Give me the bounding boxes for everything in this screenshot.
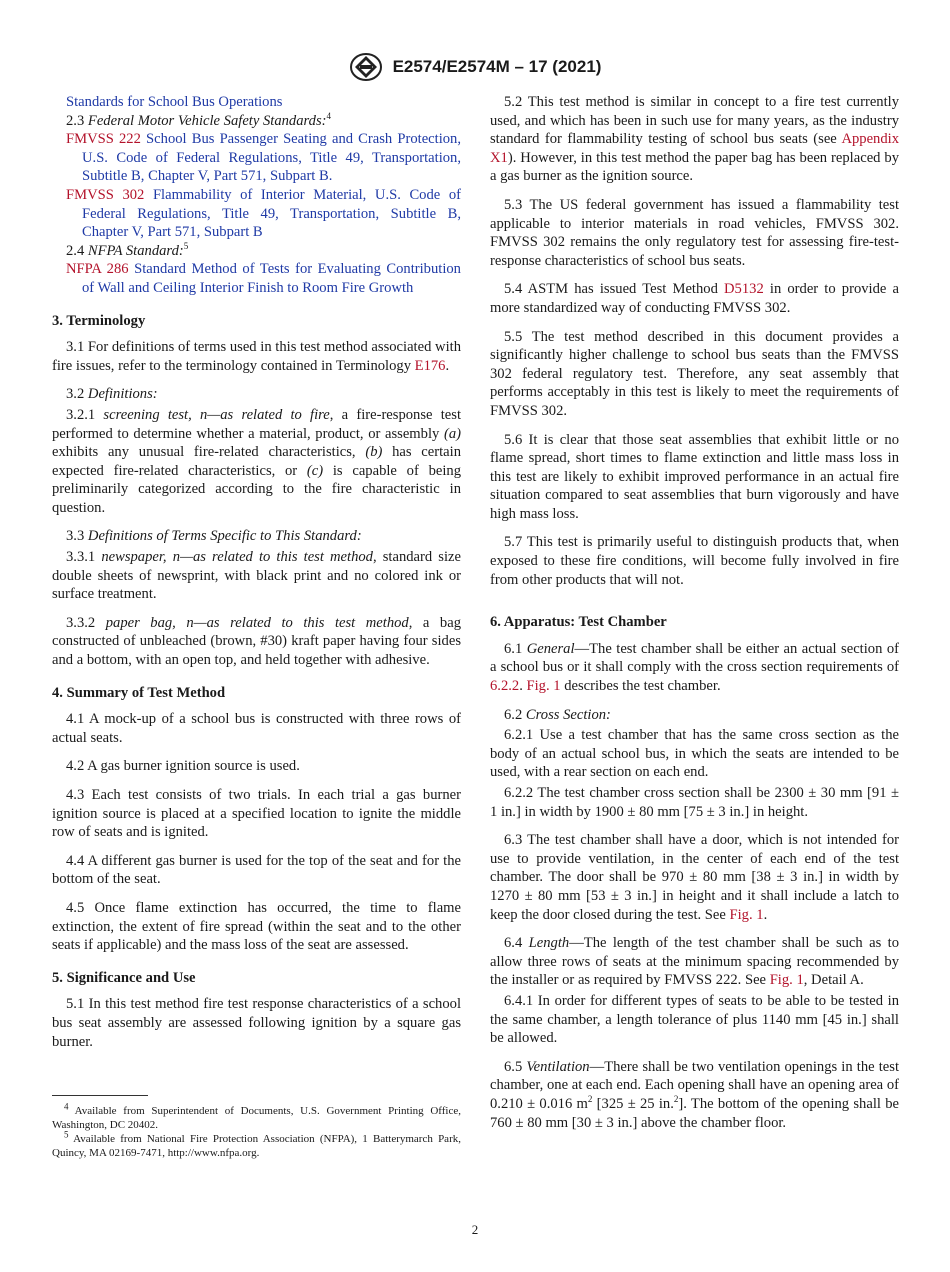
para-6-4: 6.4 Length—The length of the test chamber shall be such as to allow three rows of seats at the minimum spacing recommended by the installer or as required by FMVSS 222. See Fig. 1, Detail A. bbox=[490, 935, 899, 989]
footnote-4: $^4$ Available from Superintendent of Documents, U.S. Government Printing Office, Washington, DC 20402. bbox=[52, 1101, 461, 1131]
para-3-2: 3.2 Definitions: bbox=[66, 386, 158, 403]
footnotes bbox=[52, 1095, 461, 1160]
footnote-divider bbox=[52, 1095, 148, 1096]
para-5-2: 5.2 This test method is similar in concept to a fire test currently used, and which has been in such use for many years, as the industry standard for flammability testing of school bus seats (see Appendix X1). However, in this test method the paper bag has been replaced by a gas burner as the ignition source. bbox=[490, 94, 899, 185]
para-6-2-2: 6.2.2 The test chamber cross section shall be 2300 ± 30 mm [91 ± 1 in.] in width by 1900 ± 80 mm [75 ± 3 in.] in height. bbox=[490, 785, 899, 820]
section-2-4: 2.4 NFPA Standard:$^5$ bbox=[66, 240, 189, 259]
footnote-5: $^5$ Available from National Fire Protection Association (NFPA), 1 Batterymarch Park, Quincy, MA 02169-7471, http://www.nfpa.org. bbox=[52, 1129, 461, 1159]
heading-terminology: 3. Terminology bbox=[52, 312, 146, 329]
para-3-2-1: 3.2.1 screening test, n—as related to fire, a fire-response test performed to determine whether a material, product, or assembly (a) exhibits any unusual fire-related characteristics, (b) has certain expected fire-related characteristics, or (c) is capable of being preliminarily categorized according to the fire characteristic in question. bbox=[52, 406, 461, 516]
left-column bbox=[52, 93, 461, 1061]
document-id: E2574/E2574M – 17 (2021) bbox=[392, 57, 602, 76]
section-2-3: 2.3 Federal Motor Vehicle Safety Standards:$^4$ bbox=[66, 110, 331, 129]
heading-apparatus: 6. Apparatus: Test Chamber bbox=[490, 614, 667, 631]
link-nfpa-286[interactable]: NFPA 286 bbox=[66, 261, 129, 278]
para-5-5: 5.5 The test method described in this document provides a significantly higher challenge to school bus seats than the FMVSS 302 federal regulatory test. Therefore, any seat assembly that performs acceptably in this test is likely to meet the requirements of FMVSS 302. bbox=[490, 328, 899, 419]
link-fig-1[interactable]: Fig. 1 bbox=[769, 972, 804, 989]
para-4-3: 4.3 Each test consists of two trials. In each trial a gas burner ignition source is placed at a specified location to ignite the middle row of seats and is ignited. bbox=[52, 787, 461, 841]
para-6-3: 6.3 The test chamber shall have a door, which is not intended for use to provide ventilation, in the center of each end of the test chamber. The door shall be 970 ± 80 mm [38 ± 3 in.] in width by 1270 ± 80 mm [53 ± 3 in.] in height and it shall include a latch to keep the door closed during the test. See Fig. 1. bbox=[490, 832, 899, 923]
page-header bbox=[0, 52, 950, 82]
para-6-2-1: 6.2.1 Use a test chamber that has the same cross section as the body of an actual school bus, in which the seats are intended to be used, with a rear section on each end. bbox=[490, 727, 899, 781]
para-3-3: 3.3 Definitions of Terms Specific to This Standard: bbox=[66, 528, 362, 545]
para-4-4: 4.4 A different gas burner is used for the top of the seat and for the bottom of the seat. bbox=[52, 852, 461, 888]
para-4-1: 4.1 A mock-up of a school bus is constructed with three rows of actual seats. bbox=[52, 711, 461, 746]
ref-continuation bbox=[52, 93, 461, 112]
link-appendix-x1[interactable]: Appendix X1 bbox=[490, 131, 899, 166]
link-e176[interactable]: E176 bbox=[414, 357, 446, 374]
link-fig-1[interactable]: Fig. 1 bbox=[729, 906, 764, 923]
para-6-2: 6.2 Cross Section: bbox=[504, 706, 611, 723]
right-column bbox=[490, 93, 899, 1142]
para-3-3-1: 3.3.1 newspaper, n—as related to this test method, standard size double sheets of newsprint, with black print and no colored ink or surface treatment. bbox=[52, 549, 461, 603]
ref-fmvss-222: FMVSS 222 School Bus Passenger Seating and Crash Protection, U.S. Code of Federal Regulations, Title 49, Transportation, Subtitle B, Chapter V, Part 571, Subpart B. bbox=[66, 131, 462, 185]
para-5-3: 5.3 The US federal government has issued a flammability test applicable to interior materials in road vehicles, FMVSS 302. FMVSS 302 remains the only regulatory test for assessing fire-test-response characteristics of school bus seats. bbox=[490, 196, 899, 269]
page-number: 2 bbox=[471, 1222, 479, 1237]
link-fmvss-302[interactable]: FMVSS 302 bbox=[66, 186, 145, 203]
para-5-1: 5.1 In this test method fire test response characteristics of a school bus seat assembly are assessed following ignition by a square gas burner. bbox=[52, 996, 461, 1050]
para-5-7: 5.7 This test is primarily useful to distinguish products that, when exposed to these fire conditions, will become fully involved in fire from other products that will not. bbox=[490, 534, 899, 588]
para-5-6: 5.6 It is clear that those seat assemblies that exhibit little or no flame spread, short times to flame extinction and little mass loss in this test are likely to exhibit improved performance in an actual fire situation compared to seat assemblies that burn vigorously and have high mass loss. bbox=[490, 431, 899, 522]
para-6-4-1: 6.4.1 In order for different types of seats to be able to be tested in the same chamber, a length tolerance of plus 1140 mm [45 in.] shall be allowed. bbox=[490, 992, 899, 1047]
para-5-4: 5.4 ASTM has issued Test Method D5132 in order to provide a more standardized way of conducting FMVSS 302. bbox=[490, 281, 900, 316]
para-4-2: 4.2 A gas burner ignition source is used. bbox=[66, 758, 300, 775]
link-fig-1[interactable]: Fig. 1 bbox=[526, 678, 561, 695]
ref-fmvss-302: FMVSS 302 Flammability of Interior Material, U.S. Code of Federal Regulations, Title 49, Transportation, Subtitle B, Chapter V, Part 571, Subpart B bbox=[66, 186, 461, 241]
heading-summary: 4. Summary of Test Method bbox=[52, 684, 226, 701]
para-3-1: 3.1 For definitions of terms used in this test method associated with fire issues, refer to the terminology contained in Terminology E176. bbox=[52, 339, 461, 374]
para-3-3-2: 3.3.2 paper bag, n—as related to this test method, a bag constructed of unbleached (brown, #30) kraft paper having four sides and a bottom, with an open top, and held together with adhesive. bbox=[52, 614, 461, 669]
heading-significance: 5. Significance and Use bbox=[52, 969, 196, 986]
link-fmvss-222[interactable]: FMVSS 222 bbox=[66, 131, 141, 148]
ref-school-bus-ops[interactable]: Standards for School Bus Operations bbox=[66, 94, 283, 110]
link-d5132[interactable]: D5132 bbox=[724, 281, 764, 298]
para-6-5: 6.5 Ventilation—There shall be two ventilation openings in the test chamber, one at each end. Each opening shall have an opening area of 0.210 ± 0.016 $m^2$ [325 ± 25 in.$^2$]. The bottom of the opening shall be 760 ± 80 mm [30 ± 3 in.] above the chamber floor. bbox=[490, 1058, 899, 1131]
para-6-1: 6.1 General—The test chamber shall be either an actual section of a school bus or it shall comply with the cross section requirements of 6.2.2. Fig. 1 describes the test chamber. bbox=[490, 640, 899, 695]
ref-nfpa-286: NFPA 286 Standard Method of Tests for Evaluating Contribution of Wall and Ceiling Interior Finish to Room Fire Growth bbox=[66, 261, 461, 296]
para-4-5: 4.5 Once flame extinction has occurred, the time to flame extinction, the extent of fire spread (within the seat and to the other seats if applicable) and the mass loss of the seat are assessed. bbox=[52, 899, 461, 954]
astm-logo-icon bbox=[349, 52, 383, 82]
link-6-2-2[interactable]: 6.2.2 bbox=[490, 678, 520, 695]
